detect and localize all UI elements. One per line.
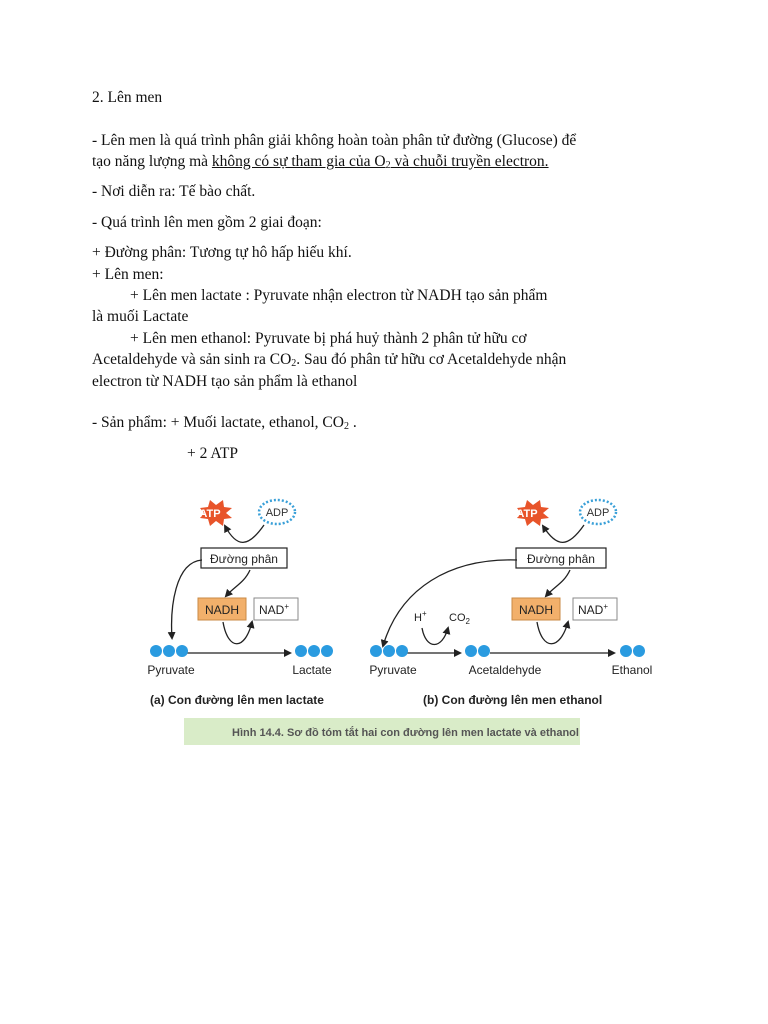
definition-line-2: tạo năng lượng mà không có sự tham gia của $O_2$ và chuỗi truyền electron. [92,153,549,171]
products-line: - Sản phẩm: + Muối lactate, ethanol, $CO_2$ . [92,414,357,432]
lactate-molecule [295,645,333,657]
adp-label-a: ADP [265,507,289,519]
ethanol-line-1: + Lên men ethanol: Pyruvate bị phá huỷ thành 2 phân tử hữu cơ [130,330,527,347]
underlined-phrase: không có sự tham gia của $O_2$ và chuỗi truyền electron. [211,153,549,171]
fermentation-line: + Lên men: [92,266,164,283]
fermentation-diagram [140,488,670,750]
acetaldehyde-molecule [465,645,490,657]
lactate-line-2: là muối Lactate [92,308,189,325]
ethanol-molecule [620,645,645,657]
nad-label-b: NAD+ [577,602,609,617]
proton-label: H+ [414,609,427,624]
glycolysis-label-a: Đường phân [210,552,278,566]
glycolysis-line: + Đường phân: Tương tự hô hấp hiếu khí. [92,244,352,261]
panel-b [369,500,652,707]
ethanol-label: Ethanol [611,663,653,677]
definition-line-1: - Lên men là quá trình phân giải không hoàn toàn phân tử đường (Glucose) để [92,132,577,149]
glycolysis-label-b: Đường phân [527,552,595,566]
nad-label-a: NAD+ [258,602,290,617]
co2-label: $CO_2$ [449,612,470,626]
panel-a [147,500,333,707]
ethanol-line-2: Acetaldehyde và sản sinh ra $CO_2$. Sau đó phân tử hữu cơ Acetaldehyde nhận [92,351,567,369]
stages-line: - Quá trình lên men gồm 2 giai đoạn: [92,214,322,231]
atp-label-b: ATP [516,508,538,520]
caption-a: (a) Con đường lên men lactate [150,693,324,707]
nadh-label-b: NADH [518,603,554,617]
caption-b: (b) Con đường lên men ethanol [423,693,603,707]
ethanol-line-3: electron từ NADH tạo sản phẩm là ethanol [92,373,358,390]
acetaldehyde-label: Acetaldehyde [468,663,542,677]
adp-label-b: ADP [586,507,610,519]
pyruvate-label-a: Pyruvate [147,663,195,677]
location-line: - Nơi diễn ra: Tế bào chất. [92,183,256,200]
lactate-line-1: + Lên men lactate : Pyruvate nhận electron từ NADH tạo sản phẩm [130,287,548,304]
pyruvate-label-b: Pyruvate [369,663,417,677]
pyruvate-molecule-b [370,645,408,657]
atp-label-a: ATP [199,508,221,520]
lactate-label: Lactate [292,663,332,677]
atp-line: + 2 ATP [187,445,238,462]
figure-caption: Hình 14.4. Sơ đồ tóm tắt hai con đường lên men lactate và ethanol [232,727,579,739]
section-heading: 2. Lên men [92,89,163,106]
nadh-label-a: NADH [204,603,240,617]
pyruvate-molecule-a [150,645,188,657]
